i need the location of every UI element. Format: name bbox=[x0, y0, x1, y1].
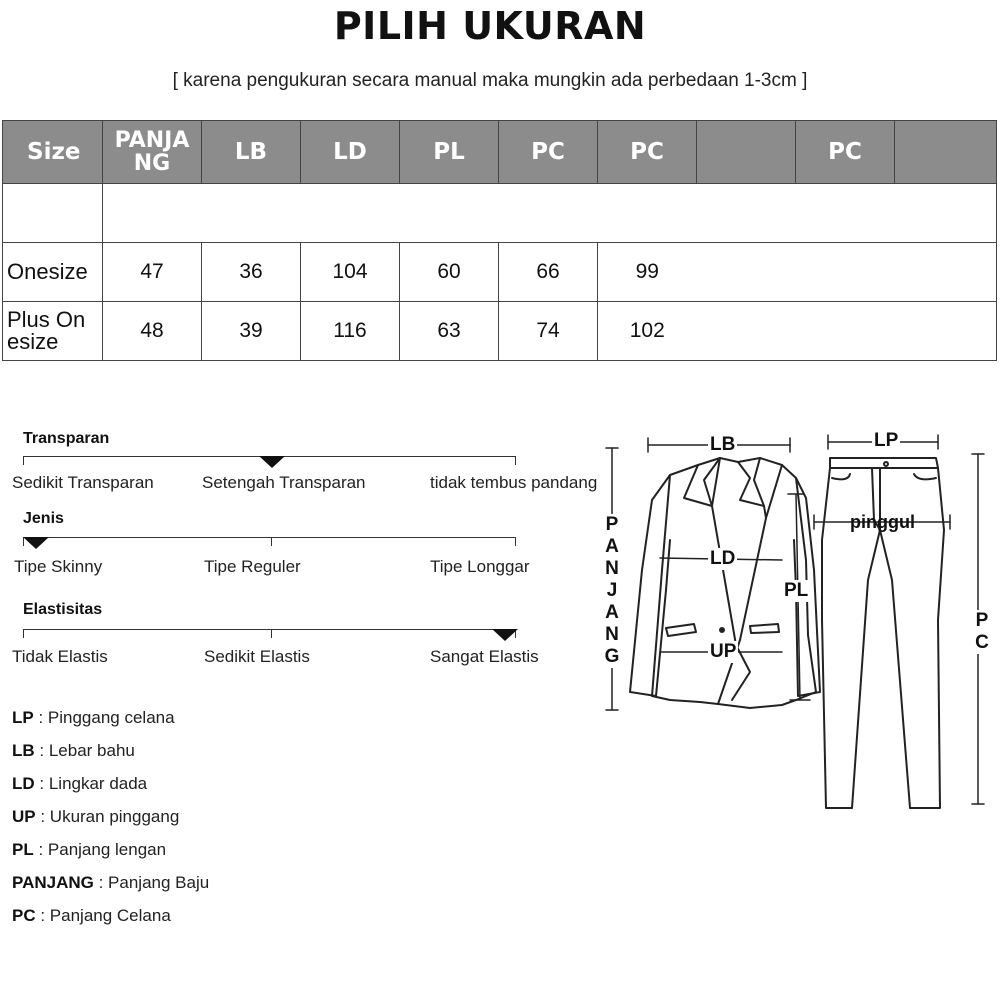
jacket-icon bbox=[606, 438, 820, 710]
legend-desc: : Lingkar dada bbox=[34, 774, 148, 793]
column-header-pc-3: PC bbox=[796, 121, 895, 184]
label-lp: LP bbox=[874, 430, 899, 451]
scale-label: Tipe Longgar bbox=[430, 557, 530, 576]
legend-code: LB bbox=[12, 741, 35, 760]
scale-tick bbox=[515, 456, 516, 465]
legend-code: PL bbox=[12, 840, 34, 859]
measurement-legend bbox=[12, 706, 209, 937]
scale-label: Sedikit Transparan bbox=[12, 473, 154, 492]
scale-label: Setengah Transparan bbox=[202, 473, 366, 492]
letter: N bbox=[605, 624, 619, 645]
letter: G bbox=[604, 646, 620, 667]
legend-desc: : Pinggang celana bbox=[33, 708, 175, 727]
letter: C bbox=[975, 632, 989, 653]
table-row bbox=[3, 302, 997, 361]
legend-item bbox=[12, 904, 209, 937]
legend-item bbox=[12, 805, 209, 838]
scale-label: Tipe Skinny bbox=[14, 557, 103, 576]
table-cell: 74 bbox=[499, 302, 598, 361]
scale-title: Jenis bbox=[23, 510, 64, 527]
table-cell: 116 bbox=[301, 302, 400, 361]
legend-item bbox=[12, 838, 209, 871]
scale-tick bbox=[271, 537, 272, 546]
scale-label: Tipe Reguler bbox=[204, 557, 301, 576]
table-row bbox=[3, 243, 997, 302]
row-label bbox=[3, 302, 103, 361]
scale-line bbox=[23, 537, 516, 538]
column-header-panjang-line1: PANJA bbox=[114, 128, 190, 153]
legend-desc: : Panjang Baju bbox=[93, 873, 210, 892]
scale-title: Elastisitas bbox=[23, 601, 103, 618]
table-cell: 63 bbox=[400, 302, 499, 361]
column-header-ld: LD bbox=[301, 121, 400, 184]
legend-desc: : Panjang lengan bbox=[33, 840, 167, 859]
table-cell: 102 bbox=[598, 302, 697, 361]
row-label bbox=[3, 184, 103, 243]
page-title: PILIH UKURAN bbox=[333, 4, 647, 48]
scale-tick bbox=[271, 629, 272, 638]
garment-size-diagram bbox=[600, 420, 1000, 940]
label-lb: LB bbox=[710, 434, 736, 455]
scale-marker-icon bbox=[492, 629, 518, 641]
column-header-blank bbox=[697, 121, 796, 184]
legend-desc: : Ukuran pinggang bbox=[35, 807, 180, 826]
table-cell: 39 bbox=[202, 302, 301, 361]
legend-code: PC bbox=[12, 906, 36, 925]
scale-label: tidak tembus pandang bbox=[430, 473, 598, 492]
row-label-line1: Plus On bbox=[7, 307, 86, 332]
table-cell: 66 bbox=[499, 243, 598, 302]
legend-desc: : Panjang Celana bbox=[35, 906, 171, 925]
legend-item bbox=[12, 772, 209, 805]
scale-label: Sangat Elastis bbox=[430, 647, 539, 666]
scale-tick bbox=[23, 456, 24, 465]
label-up: UP bbox=[710, 641, 737, 662]
legend-code: LP bbox=[12, 708, 34, 727]
scale-label: Sedikit Elastis bbox=[204, 647, 310, 666]
label-pc-vertical bbox=[972, 610, 992, 654]
table-cell bbox=[697, 302, 997, 361]
column-header-panjang-line2: NG bbox=[133, 151, 171, 176]
label-pl: PL bbox=[784, 580, 809, 601]
letter: A bbox=[605, 602, 619, 623]
scale-marker-icon bbox=[23, 537, 49, 549]
letter: J bbox=[606, 580, 618, 601]
scale-line bbox=[23, 629, 516, 630]
table-cell bbox=[103, 184, 997, 243]
jacket-pants-illustration bbox=[600, 420, 1000, 940]
label-ld: LD bbox=[710, 548, 736, 569]
table-cell: 60 bbox=[400, 243, 499, 302]
column-header-size: Size bbox=[3, 121, 103, 184]
table-cell: 48 bbox=[103, 302, 202, 361]
legend-code: LD bbox=[12, 774, 35, 793]
legend-code: PANJANG bbox=[12, 873, 94, 892]
scale-marker-icon bbox=[259, 456, 285, 468]
letter: A bbox=[605, 536, 619, 557]
row-label-line2: esize bbox=[7, 329, 59, 354]
column-header-lb: LB bbox=[202, 121, 301, 184]
table-cell: 99 bbox=[598, 243, 697, 302]
table-cell: 47 bbox=[103, 243, 202, 302]
scale-title: Transparan bbox=[23, 430, 110, 447]
table-cell bbox=[697, 243, 997, 302]
letter: P bbox=[975, 610, 989, 631]
letter: P bbox=[605, 514, 619, 535]
table-cell: 36 bbox=[202, 243, 301, 302]
measurement-note: [ karena pengukuran secara manual maka mungkin ada perbedaan 1-3cm ] bbox=[172, 70, 808, 91]
legend-item bbox=[12, 871, 209, 904]
letter: N bbox=[605, 558, 619, 579]
scale-label: Tidak Elastis bbox=[12, 647, 108, 666]
column-header-pc: PC bbox=[499, 121, 598, 184]
label-pinggul: pinggul bbox=[850, 512, 915, 532]
column-header-panjang bbox=[103, 121, 202, 184]
legend-item bbox=[12, 706, 209, 739]
table-row bbox=[3, 184, 997, 243]
scale-tick bbox=[23, 629, 24, 638]
row-label: Onesize bbox=[3, 243, 103, 302]
scale-tick bbox=[515, 537, 516, 546]
legend-desc: : Lebar bahu bbox=[34, 741, 135, 760]
legend-item bbox=[12, 739, 209, 772]
column-header-pl: PL bbox=[400, 121, 499, 184]
column-header-pc-2: PC bbox=[598, 121, 697, 184]
pants-icon bbox=[814, 435, 984, 808]
legend-code: UP bbox=[12, 807, 36, 826]
column-header-blank-2 bbox=[895, 121, 997, 184]
table-header-row bbox=[3, 121, 997, 184]
table-cell: 104 bbox=[301, 243, 400, 302]
size-table bbox=[2, 120, 997, 361]
label-panjang-vertical bbox=[602, 514, 622, 668]
